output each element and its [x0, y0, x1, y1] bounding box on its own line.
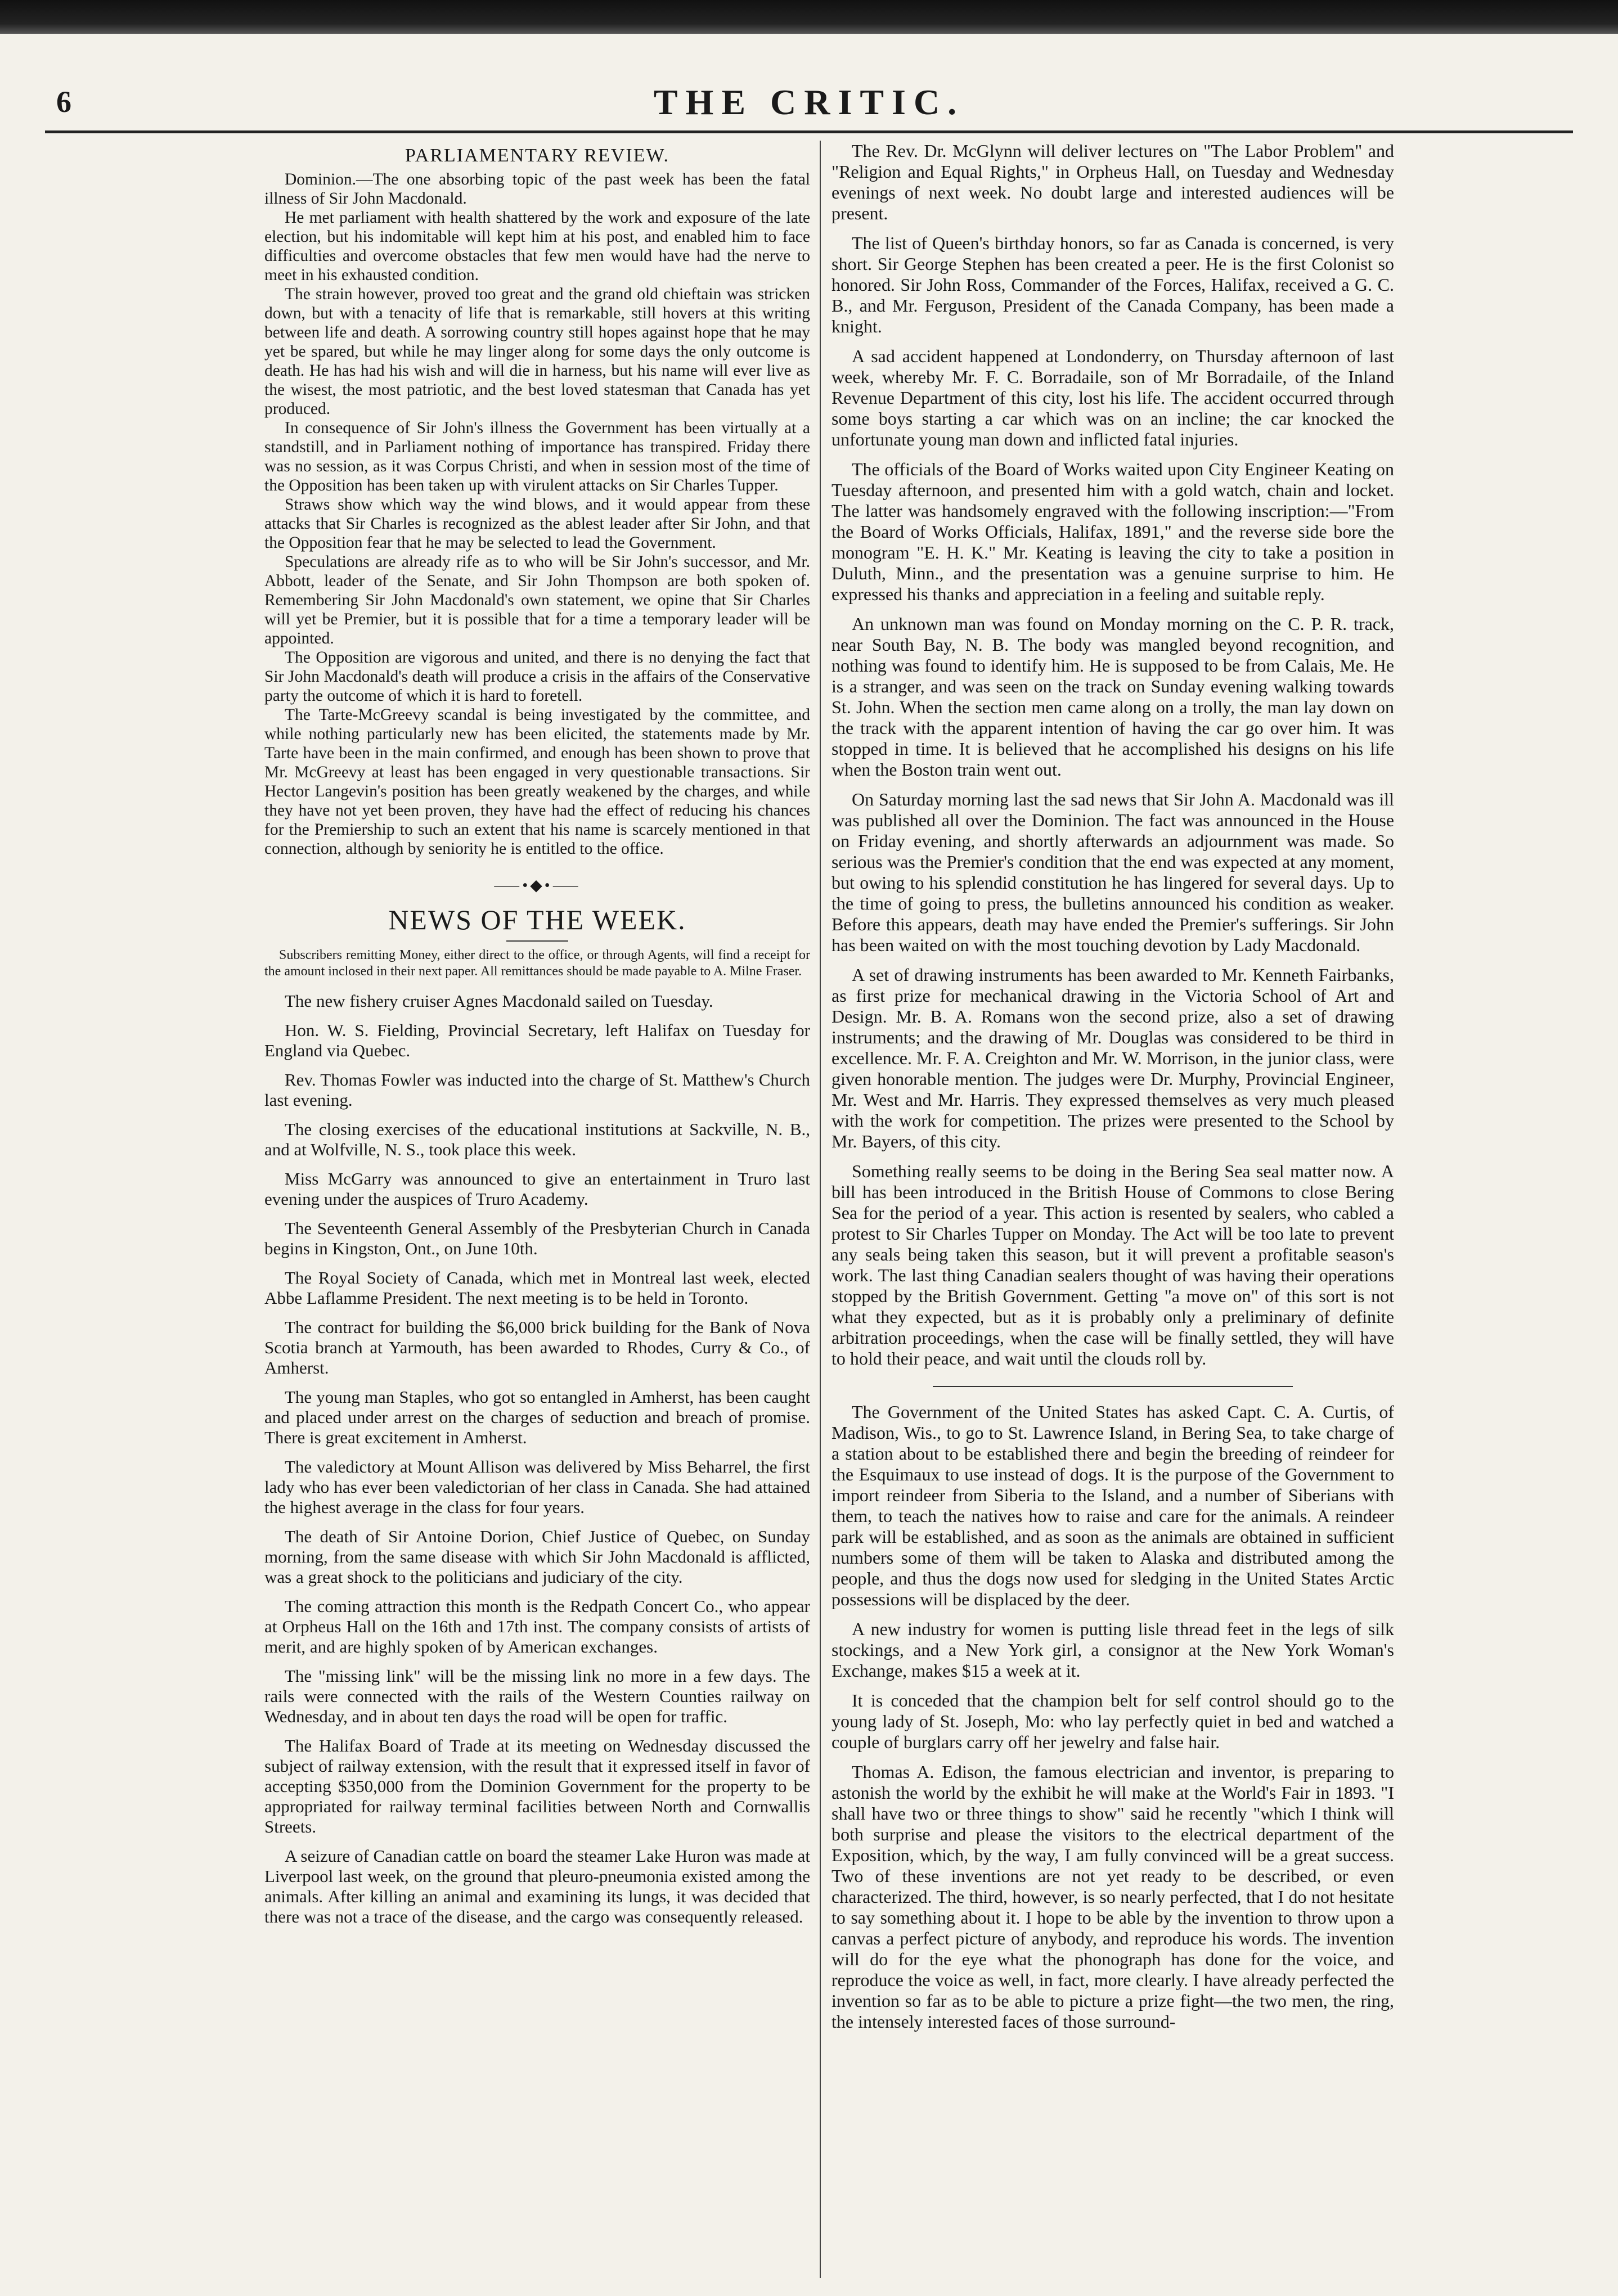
news-item: The list of Queen's birthday honors, so far as Canada is concerned, is very short. Sir George Stephen has been created a peer. He is the first Colonist so honored. Sir John Ross, Commander of the Forces, Halifax, received a G. C. B., and Mr. Ferguson, President of the Canada Company, has been made a knight. [832, 233, 1394, 336]
news-item: The contract for building the $6,000 brick building for the Bank of Nova Scotia branch at Yarmouth, has been awarded to Rhodes, Curry & Co., of Amherst. [264, 1317, 810, 1377]
section-ornament: ⸺•◆•⸺ [493, 877, 581, 894]
news-item: Hon. W. S. Fielding, Provincial Secretary, left Halifax on Tuesday for England via Quebec. [264, 1020, 810, 1060]
masthead: THE CRITIC. [653, 82, 965, 122]
news-item: The officials of the Board of Works waited upon City Engineer Keating on Tuesday afternoon, and presented him with a gold watch, chain and locket. The latter was handsomely engraved with the following inscription:—"From the Board of Works Officials, Halifax, 1891," and the reverse side bore the monogram "E. H. K." Mr. Keating is leaving the city to take a position in Duluth, Minn., and the presentation was a genuine surprise to him. He expressed his thanks and appreciation in a feeling and suitable reply. [832, 459, 1394, 604]
section-rule [933, 1386, 1293, 1387]
scan-top-band [0, 0, 1618, 34]
news-item: The closing exercises of the educational institutions at Sackville, N. B., and at Wolfville, N. S., took place this week. [264, 1119, 810, 1159]
news-item: Rev. Thomas Fowler was inducted into the charge of St. Matthew's Church last evening. [264, 1070, 810, 1110]
news-item: Miss McGarry was announced to give an entertainment in Truro last evening under the auspices of Truro Academy. [264, 1169, 810, 1209]
review-paragraph: The Tarte-McGreevy scandal is being investigated by the committee, and while nothing particularly new has been elicited, the statements made by Mr. Tarte have been in the main confirmed, and enough has been shown to prove that Mr. McGreevy at least has been engaged in very questionable transactions. Sir Hector Langevin's position has been greatly weakened by the charges, and while they have not yet been proven, they have had the effect of reducing his chances for the Premiership to such an extent that his name is scarcely mentioned in that connection, although by seniority he is entitled to the office. [264, 706, 810, 858]
news-item: An unknown man was found on Monday morning on the C. P. R. track, near South Bay, N. B. The body was mangled beyond recognition, and nothing was found to identify him. He is supposed to be from Calais, Me. He is a stranger, and was seen on the track on Sunday evening walking towards St. John. When the section men came along on a trolly, the man lay down on the track with the apparent intention of having the car go over him. It was stopped in time. It is believed that he accomplished his designs on his life when the Boston train went out. [832, 614, 1394, 780]
review-paragraph: Straws show which way the wind blows, and it would appear from these attacks that Sir Charles is recognized as the ablest leader after Sir John, and that the Opposition fear that he may be selected to lead the Government. [264, 496, 810, 552]
news-item: The young man Staples, who got so entangled in Amherst, has been caught and placed under arrest on the charges of seduction and breach of promise. There is great excitement in Amherst. [264, 1387, 810, 1447]
review-paragraph: In consequence of Sir John's illness the Government has been virtually at a standstill, and in Parliament nothing of importance has transpired. Friday there was no session, as it was Corpus Christi, and when in session most of the time of the Opposition has been taken up with virulent attacks on Sir Charles Tupper. [264, 419, 810, 494]
review-paragraph: Dominion.—The one absorbing topic of the past week has been the fatal illness of Sir John Macdonald. [264, 170, 810, 208]
news-item: The "missing link" will be the missing link no more in a few days. The rails were connected with the rails of the Western Counties railway on Wednesday, and in about ten days the road will be open for traffic. [264, 1666, 810, 1726]
header-rule [45, 130, 1573, 133]
review-paragraph: The Opposition are vigorous and united, and there is no denying the fact that Sir John Macdonald's death will produce a crisis in the affairs of the Conservative party the outcome of which it is hard to foretell. [264, 649, 810, 705]
page-number: 6 [56, 85, 71, 119]
review-paragraph: Speculations are already rife as to who will be Sir John's successor, and Mr. Abbott, leader of the Senate, and Sir John Thompson are both spoken of. Remembering Sir John Macdonald's own statement, we opine that Sir Charles will yet be Premier, but it is possible that for a time a temporary leader will be appointed. [264, 553, 810, 647]
page-header [45, 82, 1573, 127]
news-item: The death of Sir Antoine Dorion, Chief Justice of Quebec, on Sunday morning, from the same disease with which Sir John Macdonald is afflicted, was a great shock to the politicians and judiciary of the city. [264, 1527, 810, 1587]
review-paragraph: The strain however, proved too great and the grand old chieftain was stricken down, but with a tenacity of life that is remarkable, still hovers at this writing between life and death. A sorrowing country still hopes against hope that he may yet be spared, but while he may linger along for some days the only outcome is death. He has had his wish and will die in harness, but his name will ever live as the wisest, the most patriotic, and the best loved statesman that Canada has yet produced. [264, 285, 810, 418]
parliamentary-review-body [264, 170, 810, 858]
news-item: The Seventeenth General Assembly of the Presbyterian Church in Canada begins in Kingston, Ont., on June 10th. [264, 1218, 810, 1258]
news-item: The Halifax Board of Trade at its meeting on Wednesday discussed the subject of railway extension, with the result that it expressed itself in favor of accepting $350,000 from the Dominion Government for the property to be appropriated for railway terminal facilities between North and Cornwallis Streets. [264, 1736, 810, 1836]
subscriber-note: Subscribers remitting Money, either direct to the office, or through Agents, will find a receipt for the amount inclosed in their next paper. All remittances should be made payable to A. Milne Fraser. [264, 948, 810, 979]
news-item: The coming attraction this month is the Redpath Concert Co., who appear at Orpheus Hall on the 16th and 17th inst. The company consists of artists of merit, and are highly spoken of by American exchanges. [264, 1596, 810, 1656]
news-of-the-week-title: NEWS OF THE WEEK. [388, 904, 686, 935]
title-rule [506, 940, 568, 942]
news-right-items-after-rule [832, 1402, 1394, 2032]
news-item: The Rev. Dr. McGlynn will deliver lectures on "The Labor Problem" and "Religion and Equal Rights," in Orpheus Hall, on Tuesday and Wednesday evenings of next week. No doubt large and interested audiences will be present. [832, 141, 1394, 223]
news-item: On Saturday morning last the sad news that Sir John A. Macdonald was ill was published all over the Dominion. The fact was announced in the House on Friday evening, and shortly afterwards an adjournment was made. So serious was the Premier's condition that the end was expected at any moment, but owing to his splendid constitution he has lingered for several days. Up to the time of going to press, the bulletins announced his condition as weaker. Before this appears, death may have ended the Premier's sufferings. Sir John has been waited on with the most touching devotion by Lady Macdonald. [832, 789, 1394, 955]
news-item: The Royal Society of Canada, which met in Montreal last week, elected Abbe Laflamme President. The next meeting is to be held in Toronto. [264, 1268, 810, 1308]
news-item: A seizure of Canadian cattle on board the steamer Lake Huron was made at Liverpool last week, on the ground that pleuro-pneumonia existed among the animals. After killing an animal and examining its lungs, it was decided that there was not a trace of the disease, and the cargo was consequently released. [264, 1846, 810, 1926]
news-right-items [832, 141, 1394, 1369]
right-column [832, 141, 1394, 2284]
news-item: Thomas A. Edison, the famous electrician and inventor, is preparing to astonish the world by the exhibit he will make at the World's Fair in 1893. "I shall have two or three things to show" said he recently "which I think will both surprise and please the visitors to the electrical department of the Exposition, which, by the way, I am fully convinced will be a great success. Two of these inventions are not yet ready to be described, or even characterized. The third, however, is so nearly perfected, that I do not hesitate to say something about it. I hope to be able by the invention to throw upon a canvas a perfect picture of anybody, and reproduce his words. The invention will do for the eye what the phonograph has done for the voice, and reproduce the voice as well, in fact, more clearly. I have already perfected the invention so far as to be able to picture a prize fight—the two men, the ring, the intensely interested faces of those surround- [832, 1762, 1394, 2032]
parliamentary-review-title: PARLIAMENTARY REVIEW. [405, 145, 669, 166]
news-item: The valedictory at Mount Allison was delivered by Miss Beharrel, the first lady who has ever been valedictorian of her class in Canada. She had attained the highest average in the class for four years. [264, 1457, 810, 1517]
news-item: A set of drawing instruments has been awarded to Mr. Kenneth Fairbanks, as first prize for mechanical drawing in the Victoria School of Art and Design. Mr. B. A. Romans won the second prize, also a set of drawing instruments; and the drawing of Mr. Douglas was considered to be third in excellence. Mr. F. A. Creighton and Mr. W. Morrison, in the junior class, were given honorable mention. The judges were Dr. Murphy, Provincial Engineer, Mr. West and Mr. Harris. They expressed themselves as very much pleased with the work for competition. The prizes were presented to the School by Mr. Bayers, of this city. [832, 965, 1394, 1151]
news-item: Something really seems to be doing in the Bering Sea seal matter now. A bill has been introduced in the British House of Commons to close Bering Sea for the period of a year. This action is resented by sealers, who cabled a protest to Sir Charles Tupper on Monday. The Act will be too late to prevent any seals being taken this season, but it will prevent a profitable season's work. The last thing Canadian sealers thought of was having their operations stopped by the British Government. Getting "a move on" of this sort is not what they expected, but as it is probably only a preliminary of definite arbitration proceedings, when the case will be finally settled, they will have to hold their peace, and wait until the clouds roll by. [832, 1161, 1394, 1368]
news-item: The new fishery cruiser Agnes Macdonald sailed on Tuesday. [285, 991, 713, 1011]
news-left-items [264, 991, 810, 1927]
left-column [264, 141, 810, 2284]
news-item: A sad accident happened at Londonderry, on Thursday afternoon of last week, whereby Mr. F. C. Borradaile, son of Mr Borradaile, of the Inland Revenue Department of this city, lost his life. The accident occurred through some boys starting a car which was on an incline; the car knocked the unfortunate young man down and inflicted fatal injuries. [832, 346, 1394, 449]
column-divider [820, 141, 821, 2278]
news-item: It is conceded that the champion belt for self control should go to the young lady of St. Joseph, Mo: who lay perfectly quiet in bed and watched a couple of burglars carry off her jewelry and false hair. [832, 1690, 1394, 1752]
news-item: The Government of the United States has asked Capt. C. A. Curtis, of Madison, Wis., to go to St. Lawrence Island, in Bering Sea, to take charge of a station about to be established there and begin the breeding of reindeer for the Esquimaux to use instead of dogs. It is the purpose of the Government to import reindeer from Siberia to the Island, and a number of Siberians with them, to teach the natives how to raise and care for the animals. A reindeer park will be established, and as soon as the animals are obtained in sufficient numbers some of them will be taken to Alaska and distributed among the people, and thus the dogs now used for sledging in the United States Arctic possessions will be displaced by the deer. [832, 1402, 1394, 1609]
review-paragraph: He met parliament with health shattered by the work and exposure of the late election, but his indomitable will kept him at his post, and enabled him to face difficulties and overcome obstacles that few men would have had the nerve to meet in his exhausted condition. [264, 209, 810, 284]
news-item: A new industry for women is putting lisle thread feet in the legs of silk stockings, and a New York girl, a consignor at the New York Woman's Exchange, makes $15 a week at it. [832, 1619, 1394, 1681]
